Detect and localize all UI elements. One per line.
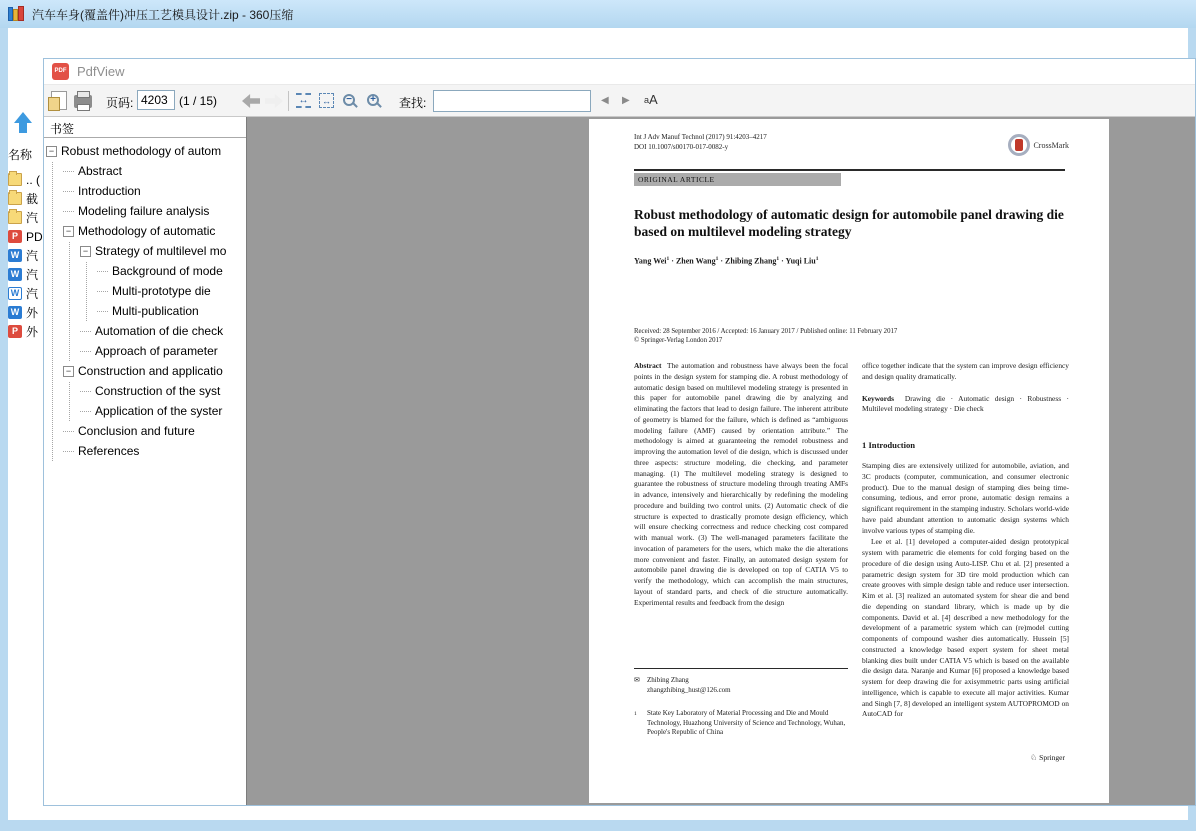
- next-page-button[interactable]: [265, 94, 283, 108]
- print-button[interactable]: [74, 91, 92, 108]
- bookmark-item[interactable]: [44, 361, 246, 381]
- journal-header: [634, 133, 767, 152]
- bookmark-label: References: [78, 444, 140, 458]
- up-arrow-icon: [14, 112, 32, 123]
- tree-connector: [63, 431, 74, 432]
- bookmark-label: Automation of die check: [95, 324, 224, 338]
- tree-connector: [97, 311, 108, 312]
- pdfview-titlebar: [44, 59, 1195, 85]
- tree-connector: [97, 271, 108, 272]
- bookmark-item[interactable]: [44, 181, 246, 201]
- file-list-item[interactable]: [8, 189, 38, 208]
- file-list-item[interactable]: [8, 227, 43, 246]
- open-document-icon: [51, 91, 67, 110]
- toolbar-separator: [288, 91, 289, 111]
- file-name-label: PD: [26, 229, 43, 244]
- tree-connector: [63, 451, 74, 452]
- pdf-file-icon: P: [8, 325, 22, 338]
- copyright-line: © Springer-Verlag London 2017: [634, 337, 723, 344]
- bookmarks-header: 书签: [44, 117, 246, 138]
- tree-connector: [80, 331, 91, 332]
- intro-paragraph-1: Stamping dies are extensively utilized for automobile, aviation, and 3C products (computer, communication, and consumer electronic product). Due to the manual design of stamping dies being time-consuming, tedious, and error prone, automatic design remains a significant requirement in the stamping industry. Scholars world-wide have paid abundant attention to automatic design systems which involve various types of stamping die.: [862, 461, 1069, 535]
- find-input[interactable]: [433, 90, 591, 112]
- tree-connector: [80, 351, 91, 352]
- crossmark-icon: [1008, 134, 1030, 156]
- bookmark-label: Multi-publication: [112, 304, 199, 318]
- collapse-toggle-icon[interactable]: −: [63, 226, 74, 237]
- pdfview-window: [43, 58, 1196, 806]
- bookmark-label: Construction of the syst: [95, 384, 221, 398]
- right-column: [862, 361, 1069, 738]
- bookmark-label: Strategy of multilevel mo: [95, 244, 227, 258]
- page-number-input[interactable]: [137, 90, 175, 110]
- file-list-item[interactable]: [8, 246, 38, 265]
- pdfview-content: [44, 117, 1195, 805]
- word-file-icon: W: [8, 306, 22, 319]
- pdf-file-icon: P: [8, 230, 22, 243]
- author-affiliation-sup: 1: [715, 256, 719, 262]
- abstract-continued: office together indicate that the system can improve design efficiency and design quality dramatically.: [862, 361, 1069, 381]
- file-list-item[interactable]: [8, 303, 38, 322]
- bookmark-item[interactable]: [44, 401, 246, 421]
- bookmark-item[interactable]: [44, 261, 246, 281]
- article-type-banner: ORIGINAL ARTICLE: [634, 173, 841, 186]
- author-affiliation-sup: 1: [776, 256, 780, 262]
- bookmarks-panel: [44, 117, 246, 805]
- bookmark-label: Approach of parameter: [95, 344, 218, 358]
- tree-connector: [80, 411, 91, 412]
- zoom-in-button[interactable]: [367, 94, 379, 106]
- springer-label: Springer: [1039, 753, 1065, 762]
- bookmark-label: Background of mode: [112, 264, 223, 278]
- paper-title: Robust methodology of automatic design for automobile panel drawing die based on multilevel modeling strategy: [634, 207, 1064, 239]
- bookmark-label: Abstract: [78, 164, 123, 178]
- folder-file-icon: [8, 211, 22, 224]
- file-list-item[interactable]: [8, 170, 38, 189]
- tree-connector: [63, 211, 74, 212]
- springer-logo: [1030, 753, 1065, 762]
- file-name-label: 汽: [26, 249, 39, 263]
- affiliation-sup: 1: [634, 711, 637, 717]
- pdf-page-viewer[interactable]: [247, 117, 1195, 805]
- doi-line: DOI 10.1007/s00170-017-0082-y: [634, 142, 729, 151]
- tree-connector: [80, 391, 91, 392]
- bookmark-item[interactable]: [44, 441, 246, 461]
- bookmark-item[interactable]: [44, 421, 246, 441]
- intro-paragraph-2: Lee et al. [1] developed a computer-aided design prototypical system with parametric die elements for cold forging based on the procedure of die design using Auto-LISP. Chu et al. [2] presented a parametric design system for 3D tire mold production which can create grooves with simple design table and reduce user intersection. Kim et al. [3] realized an automated system for shear die and bend die depending on standard library, which is made up by die components. David et al. [4] described a new methodology for the development of a parametric system which can (re)model cutting components of compound washer dies automatically. Hussein [5] constructed a knowledge based expert system for sheet metal blanking dies built under CATIA V5 which is based on the available die design data. Naranje and Kumar [6] proposed a knowledge based system for deep drawing die for axisymmetric parts using artificial intelligence, which is capable to execute all major activities. Kumar and Singh [7, 8] developed an intelligent system AUTOPROMOD on AutoCAD for: [862, 537, 1069, 719]
- springer-horse-icon: ♘: [1029, 753, 1038, 762]
- pdfview-window-title: PdfView: [77, 64, 125, 79]
- author-affiliation-sup: 1: [666, 256, 670, 262]
- received-block: [634, 327, 1064, 345]
- fit-width-button[interactable]: [296, 93, 311, 108]
- bookmark-label: Methodology of automatic: [78, 224, 216, 238]
- pdf-page: [589, 119, 1109, 803]
- zoom-out-button[interactable]: [343, 94, 355, 106]
- bookmark-item[interactable]: [44, 161, 246, 181]
- file-list-item[interactable]: [8, 265, 38, 284]
- bookmark-item[interactable]: [44, 381, 246, 401]
- folder-file-icon: [8, 173, 22, 186]
- word-file-icon: W: [8, 268, 22, 281]
- correspondence-block: [634, 676, 848, 695]
- collapse-toggle-icon[interactable]: −: [46, 146, 57, 157]
- fit-page-button[interactable]: [319, 93, 334, 108]
- file-name-label: 外: [26, 325, 39, 339]
- keywords-paragraph: Keywords Drawing die · Automatic design · Robustness · Multilevel modeling strategy · Die check: [862, 393, 1069, 414]
- archive-window-titlebar: [0, 0, 1196, 28]
- abstract-box: [634, 361, 848, 662]
- fit-width-icon: ↔: [296, 93, 311, 108]
- file-name-label: .. (: [26, 172, 40, 187]
- bookmark-item[interactable]: [44, 281, 246, 301]
- journal-line: Int J Adv Manuf Technol (2017) 91:4203–4217: [634, 133, 767, 141]
- match-case-button[interactable]: a A: [644, 92, 658, 107]
- print-icon: [74, 95, 92, 108]
- file-name-label: 外: [26, 306, 39, 320]
- bookmark-item[interactable]: [44, 201, 246, 221]
- zoom-in-icon: +: [367, 94, 379, 106]
- archive-client-area: [8, 28, 1188, 820]
- abstract-paragraph: Abstract The automation and robustness have always been the focal points in the design system for stamping die. A robust methodology of automatic design based on multilevel modeling strategy is presented in this paper for automobile panel drawing die by analyzing and eliminating the factors that lead to design failure. The inherent attribute of geometry is blamed for the failure, which is defined as “ambiguous modeling failure (AMF) caused by orientation attribute.” The methodology is aimed at guaranteeing the remodel robustness and improving the automation level of die design, which is discussed under three aspects: structure modeling, die checking, and parameter managing. (1) The multilevel modeling strategy is designed to guarantee the robustness of structure modeling through treating AMFs in advance, intensively and hierarchically by redefining the modeling procedure and building two control units. (2) Automatic check of die structure is expected to drastically promote design efficiency, which will ensure checking correctness and reduce checking cost compared with manual work. (3) The well-managed parameters facilitate the invocation of parameters for the users, which make the die alterations more convenient and faster. Finally, an automated design system for automobile panel drawing die is developed on top of CATIA V5 to verify the methodology, which can accomplish the main structures, layout of standard parts, and check of die structure automatically. Experimental results and feedback from the design: [634, 361, 848, 607]
- envelope-icon: ✉: [634, 676, 640, 684]
- bookmark-item[interactable]: [44, 141, 246, 161]
- pdfview-app-icon: PDF: [52, 63, 69, 80]
- archive-app-icon: [8, 6, 25, 22]
- file-name-label: 汽: [26, 287, 39, 301]
- fit-page-icon: ↔: [319, 93, 334, 108]
- author-name: Zhen Wang: [675, 256, 716, 266]
- two-column-body: [634, 361, 1069, 738]
- file-list-item[interactable]: [8, 208, 38, 227]
- section-title: 1 Introduction: [862, 440, 916, 450]
- bookmark-label: Conclusion and future: [78, 424, 195, 438]
- page-number-label: 页码:: [106, 96, 134, 110]
- bookmark-label: Introduction: [78, 184, 141, 198]
- archive-file-list: [8, 170, 43, 341]
- bookmark-label: Application of the syster: [95, 404, 223, 418]
- find-next-button[interactable]: ▶: [622, 95, 630, 106]
- collapse-toggle-icon[interactable]: −: [63, 366, 74, 377]
- page-count-label: (1 / 15): [179, 94, 218, 108]
- archive-window-title: 汽车车身(覆盖件)冲压工艺模具设计.zip - 360压缩: [32, 7, 294, 22]
- crossmark-label: CrossMark: [1033, 140, 1069, 150]
- bookmark-label: Robust methodology of autom: [61, 144, 222, 158]
- file-name-label: 汽: [26, 268, 39, 282]
- tree-connector: [97, 291, 108, 292]
- bookmark-item[interactable]: [44, 341, 246, 361]
- forward-arrow-icon: [265, 94, 283, 108]
- footnote-rule: [634, 668, 848, 669]
- word-file-icon: W: [8, 249, 22, 262]
- tree-connector: [63, 171, 74, 172]
- pdfview-toolbar: [44, 85, 1195, 117]
- correspondence-email: zhangzhibing_hust@126.com: [647, 685, 731, 694]
- author-name: Zhibing Zhang: [725, 256, 777, 266]
- zoom-out-icon: −: [343, 94, 355, 106]
- back-arrow-icon: [242, 94, 260, 108]
- bookmark-label: Construction and applicatio: [78, 364, 223, 378]
- collapse-toggle-icon[interactable]: −: [80, 246, 91, 257]
- file-name-label: 汽: [26, 211, 39, 225]
- bookmark-item[interactable]: [44, 221, 246, 241]
- file-name-label: 截: [26, 192, 39, 206]
- received-line: Received: 28 September 2016 / Accepted: 16 January 2017 / Published online: 11 February 2017: [634, 328, 898, 335]
- find-label: 查找:: [399, 96, 427, 110]
- file-list-item[interactable]: [8, 284, 38, 303]
- tree-connector: [63, 191, 74, 192]
- header-rule: [634, 169, 1065, 171]
- author-name: Yang Wei: [634, 256, 667, 266]
- file-list-name-column-header[interactable]: 名称: [8, 148, 33, 162]
- author-name: Yuqi Liu: [785, 256, 816, 266]
- bookmark-item[interactable]: [44, 321, 246, 341]
- previous-page-button[interactable]: [242, 94, 260, 108]
- affiliation-block: [634, 709, 848, 738]
- word-outline-file-icon: W: [8, 287, 22, 300]
- bookmark-label: Modeling failure analysis: [78, 204, 210, 218]
- bookmark-label: Multi-prototype die: [112, 284, 211, 298]
- bookmarks-tree: [44, 138, 246, 461]
- find-previous-button[interactable]: ◀: [601, 95, 609, 106]
- open-document-button[interactable]: [51, 91, 67, 110]
- affiliation-text: State Key Laboratory of Material Processing and Die and Mould Technology, Huazhong University of Science and Technology, Wuhan, People's Republic of China: [647, 709, 846, 736]
- crossmark-badge: [1008, 134, 1069, 156]
- paper-authors: Yang Wei$^1$ · Zhen Wang$^1$ · Zhibing Zhang$^1$ · Yuqi Liu$^1$: [634, 256, 819, 266]
- correspondence-name: Zhibing Zhang: [647, 676, 689, 684]
- folder-file-icon: [8, 192, 22, 205]
- bookmark-item[interactable]: [44, 301, 246, 321]
- left-column: [634, 361, 848, 738]
- bookmark-item[interactable]: [44, 241, 246, 261]
- author-affiliation-sup: 1: [815, 256, 819, 262]
- navigate-up-button[interactable]: [12, 112, 36, 138]
- file-list-item[interactable]: [8, 322, 38, 341]
